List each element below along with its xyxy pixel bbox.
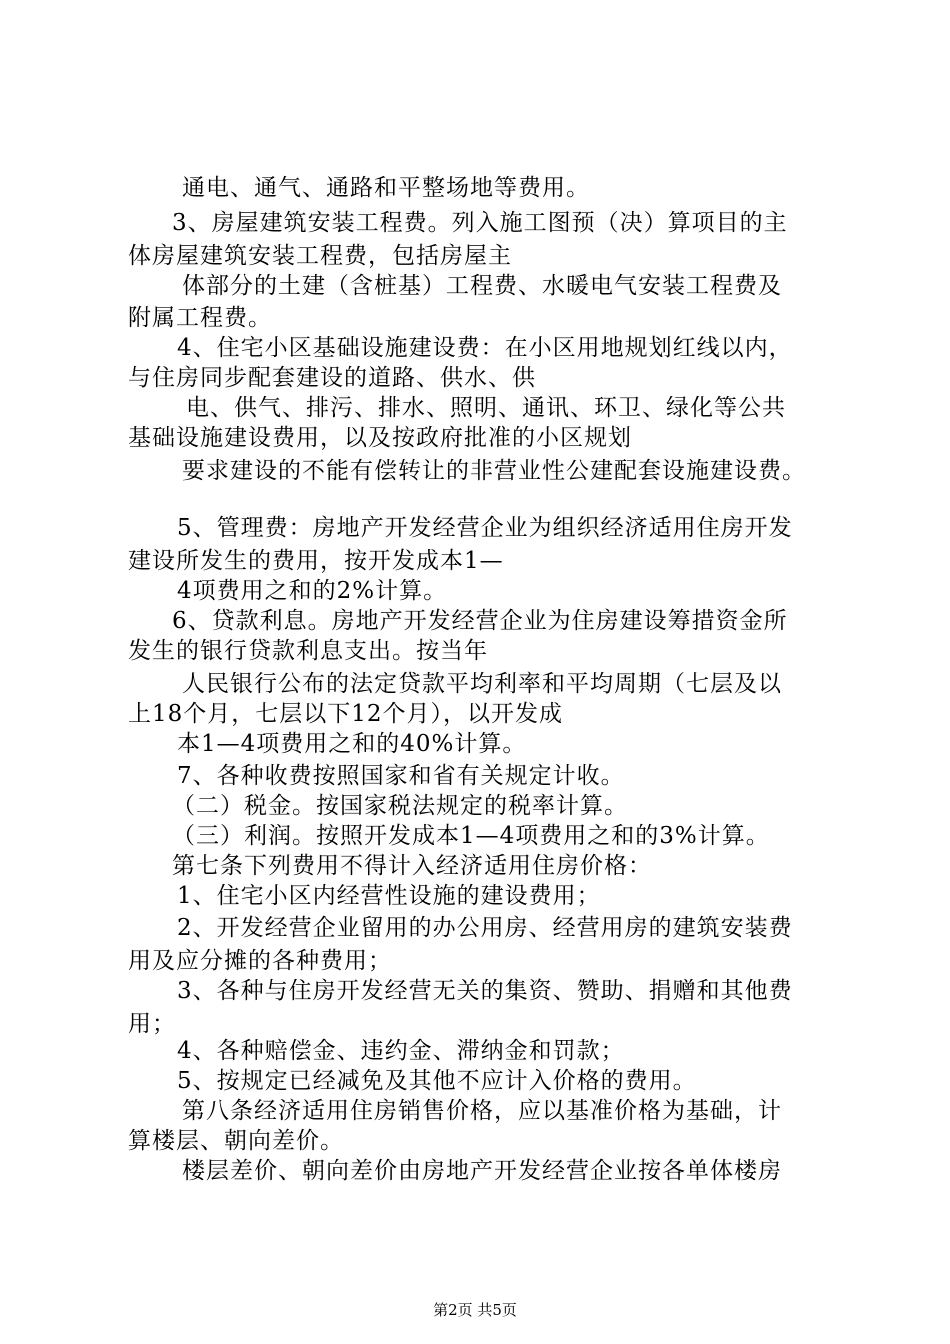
text-line: 3、房屋建筑安装工程费。列入施工图预（决）算项目的主 [172, 210, 788, 236]
text-line: 人民银行公布的法定贷款平均利率和平均周期（七层及以 [182, 671, 782, 697]
text-line: 用及应分摊的各种费用； [128, 948, 392, 974]
text-line: （三）利润。按照开发成本1—4项费用之和的3%计算。 [172, 823, 770, 849]
text-line: 7、各种收费按照国家和省有关规定计收。 [177, 763, 625, 789]
text-line: （二）税金。按国家税法规定的税率计算。 [172, 793, 628, 819]
text-line: 上18个月，七层以下12个月），以开发成 [128, 701, 564, 727]
text-line: 体部分的土建（含桩基）工程费、水暖电气安装工程费及 [182, 273, 782, 299]
text-line: 4、住宅小区基础设施建设费：在小区用地规划红线以内， [177, 335, 793, 361]
text-line: 体房屋建筑安装工程费，包括房屋主 [128, 243, 512, 269]
text-line: 基础设施建设费用，以及按政府批准的小区规划 [128, 425, 632, 451]
text-line: 算楼层、朝向差价。 [128, 1128, 344, 1154]
text-line: 1、住宅小区内经营性设施的建设费用； [177, 883, 601, 909]
text-line: 3、各种与住房开发经营无关的集资、赞助、捐赠和其他费 [177, 978, 793, 1004]
text-line: 通电、通气、通路和平整场地等费用。 [182, 175, 590, 201]
text-line: 用； [128, 1011, 176, 1037]
text-line: 楼层差价、朝向差价由房地产开发经营企业按各单体楼房 [182, 1158, 782, 1184]
text-line: 附属工程费。 [128, 305, 272, 331]
text-line: 4、各种赔偿金、违约金、滞纳金和罚款； [177, 1038, 625, 1064]
text-line: 电、供气、排污、排水、照明、通讯、环卫、绿化等公共 [186, 395, 786, 421]
text-line: 2、开发经营企业留用的办公用房、经营用房的建筑安装费 [177, 915, 793, 941]
text-line: 6、贷款利息。房地产开发经营企业为住房建设筹措资金所 [172, 608, 788, 634]
text-line: 5、管理费：房地产开发经营企业为组织经济适用住房开发 [177, 515, 793, 541]
text-line: 5、按规定已经减免及其他不应计入价格的费用。 [177, 1068, 697, 1094]
text-line: 第八条经济适用住房销售价格，应以基准价格为基础，计 [182, 1098, 782, 1124]
text-line: 发生的银行贷款利息支出。按当年 [128, 638, 488, 664]
text-line: 本1—4项费用之和的40%计算。 [177, 731, 527, 757]
text-line: 4项费用之和的2%计算。 [177, 578, 448, 604]
text-line: 要求建设的不能有偿转让的非营业性公建配套设施建设费。 [182, 458, 806, 484]
page-number-footer: 第2页 共5页 [433, 1301, 517, 1319]
text-line: 第七条下列费用不得计入经济适用住房价格： [172, 853, 652, 879]
text-line: 建设所发生的费用，按开发成本1— [128, 548, 504, 574]
text-line: 与住房同步配套建设的道路、供水、供 [128, 365, 536, 391]
